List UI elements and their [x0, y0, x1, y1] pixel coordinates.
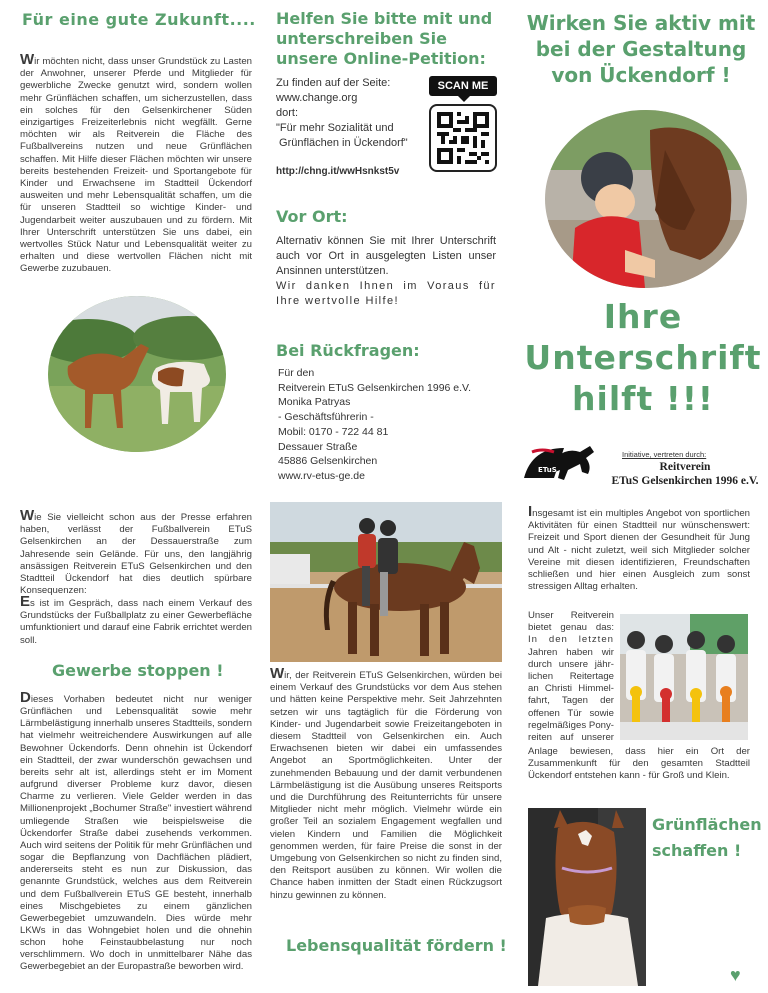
scan-me-badge: SCAN ME: [429, 76, 497, 96]
petition-line: "Für mehr Sozialität und: [276, 122, 394, 134]
dropcap: W: [20, 51, 35, 68]
paragraph-intro: [20, 51, 252, 276]
petition-line: Grünflächen in Ückendorf": [276, 137, 408, 149]
paragraph-presse-text: ie Sie vielleicht schon aus der Presse erfahren haben, verlässt der Fußballverein ETuS Gelsenkirchen an der Dessauerstraße zum Jahresende sein Gelände. Für uns, den langjährig ansässigen Reitverein ETuS Gelsenkirchen und den Stadtteil Ückendorf hat dies deutlich spürbare Konsequenzen:: [20, 512, 252, 597]
petition-info: [276, 76, 436, 151]
contact-line: Für den: [278, 367, 315, 379]
org-name-line1: Reitverein: [659, 461, 711, 473]
contact-line: Reitverein ETuS Gelsenkirchen 1996 e.V.: [278, 381, 471, 394]
big-claim-line: Unterschrift: [524, 338, 762, 377]
text-line: Unser Reitverein: [528, 610, 614, 621]
paragraph-angebot: [528, 503, 750, 593]
heading-gute-zukunft: Für eine gute Zukunft....: [22, 10, 256, 29]
heading-gruenflaechen: Grünflächen schaffen !: [652, 815, 762, 860]
text-line: regelmäßiges Pony-: [528, 719, 614, 731]
paragraph-vor-ort: Alternativ können Sie mit Ihrer Unterschrift auch vor Ort in ausgelegten Listen unser Ansinnen unterstützen.: [276, 235, 496, 277]
photo-kids-with-ribbons: [620, 614, 748, 740]
text-line: bietet genau das:: [528, 622, 614, 634]
text-line: an Christi Himmel-: [528, 683, 614, 695]
dropcap: W: [20, 507, 35, 524]
etus-logo: [520, 444, 606, 484]
heart-icon: ♥: [730, 965, 741, 985]
heading-lebensqualitaet: Lebensqualität fördern !: [286, 936, 507, 955]
petition-short-link[interactable]: http://chng.it/wwHsnkst5v: [276, 166, 400, 177]
dropcap: I: [528, 503, 533, 520]
petition-line: Zu finden auf der Seite:: [276, 77, 391, 89]
logo-text: ETuS: [538, 466, 557, 474]
text-line: lichen Reitertage: [528, 671, 614, 683]
photo-horses-meadow: [48, 296, 226, 452]
contact-block: [278, 366, 508, 484]
paragraph-intro-text: ir möchten nicht, dass unser Grundstück zu Lasten der Anwohner, unserer Pferde und Mitglieder für gewerbliche Zwecke genutzt wird, sondern wollen mehr Grünflächen schaffen, um sicherzustellen, dass ein solches für den Gelsenkirchener Süden einzigartiges Freizeiterlebnis nicht wegfällt. Gerne möchten wir als Reitverein die Fläche des Fußballvereins nutzen und neue Grünflächen schaffen. Mit Hilfe dieser Flächen möchten wir unsere bereits bestehenden Freizeit- und Sportangebote für Kinder und Erwachsene im Stadtteil Ückendorf ausweiten und mehr Lebensqualität schaffen, um die für unseren Stadtteil so wichtige Kinder- und Jugendarbeit weiter auszubauen und zu fördern. Mit Ihrer Unterschrift unterstützen Sie uns dabei, ein wertvolles Stück Natur und Lebensqualität weiter zu erhalten und diese wertvollen Flächen nicht mit Gewerbe zuzubauen.: [20, 56, 252, 275]
dropcap: D: [20, 689, 31, 706]
contact-line: Monika Patryas: [278, 396, 351, 409]
paragraph-anlage: Anlage bewiesen, dass hier ein Ort der Zusammenkunft für den gesamten Stadtteil Ückendorf entstehen kann - für Groß und Klein.: [528, 746, 750, 782]
photo-riders-on-horse: [270, 502, 502, 662]
contact-line: 45886 Gelsenkirchen: [278, 455, 378, 468]
photo-girl-with-horse: [545, 110, 747, 288]
text-line: offenen Tür sowie: [528, 707, 614, 719]
dropcap: E: [20, 593, 31, 610]
org-name-line2: ETuS Gelsenkirchen 1996 e.V.: [611, 475, 759, 487]
paragraph-reitverein: [270, 665, 502, 902]
heading-wirken-sie-mit: Wirken Sie aktiv mit bei der Gestaltung von Ückendorf !: [526, 11, 756, 87]
paragraph-reitertage-lines: [528, 610, 614, 744]
org-name: [608, 460, 762, 488]
contact-line: - Geschäftsführerin -: [278, 411, 374, 424]
heading-vor-ort: Vor Ort:: [276, 207, 348, 226]
paragraph-danke: Wir danken Ihnen im Voraus für Ihre wertvolle Hilfe!: [276, 280, 496, 307]
paragraph-vorhaben: [20, 689, 252, 974]
petition-line: dort:: [276, 107, 299, 119]
heading-petition: Helfen Sie bitte mit und unterschreiben Sie unsere Online-Petition:: [276, 9, 493, 68]
scan-me-arrow: [458, 96, 470, 102]
petition-line: www.change.org: [276, 92, 358, 104]
text-line: In den letzten: [528, 634, 614, 646]
paragraph-vorhaben-text: ieses Vorhaben bedeutet nicht nur weniger Grünflächen und Lebensqualität sowie mehr Lärmbelästigung innerhalb unseres Stadtteils, sondern hat vielmehr weitreichendere Auswirkungen auf alle Bewohner Ückendorfs. Denn ohnehin ist Ückendorf ein Stadtteil, der zwar wunderschön gewachsen und bereits sehr alt ist, allerdings steht er im Moment aufgrund diverser Probleme kurz davor, diesen Charme zu verlieren. Viele Gelder werden in das Millionenprojekt „Bochumer Straße" investiert während umliegende Straßen wie beispielsweise die Ückendorfer Straße dabei zusehends verkommen. Auch wird seitens der Politik für mehr Grünflächen und sogar die Bepflanzung von Dachflächen plädiert, andererseits steht es nun zur Diskussion, das genannte Grundstück, welches aus dem Reitverein und dem Fußballverein ETuS GE besteht, innerhalb eines Mischgebietes zu einem gänzlichen Gewerbegebiet umzuwandeln. Dies würde mehr LKWs in das Wohngebiet holen und die ohnehin schon hohe Feinstaubbelastung nur noch verschlimmern. Wo doch in unmittelbarer Nähe das Gewerbegebiet an der Europastraße beworben wird.: [20, 694, 252, 973]
heading-gewerbe-stoppen: Gewerbe stoppen !: [52, 661, 224, 680]
paragraph-angebot-text: nsgesamt ist ein multiples Angebot von sportlichen Aktivitäten für einen Stadtteil nur wünschenswert: Freizeit und Sport dienen der Gesundheit für Jung und Alt - nicht zuletzt, weil sich Mitglieder solcher Vereine mit diesen identifizieren, Freundschaften schließen und hier einen Ausgleich zum sonst stressigen Alltag erhalten.: [528, 508, 750, 593]
contact-website-link[interactable]: www.rv-etus-ge.de: [278, 469, 365, 482]
dropcap: W: [270, 665, 285, 682]
heading-rueckfragen: Bei Rückfragen:: [276, 341, 420, 360]
text-line: fahrt, Tagen der: [528, 695, 614, 707]
paragraph-reitverein-text: ir, der Reitverein ETuS Gelsenkirchen, würden bei einem Verkauf des Grundstücks vor dem Aus stehen und hätten keine Perspektive mehr. Seit Jahrzehnten setzen wir uns tagtäglich für die Förderung von Kinder- und Jugendarbeit sowie Freizeitangeboten in diesem Stadtteil von Gelsenkirchen ein. Auch Erwachsenen bieten wir dabei ein umfassendes Angebot an Sportmöglichkeiten. Unter der zunehmenden Bebauung und der damit verbundenen Lärmbelästigung ist die Ausübung unseres Reitsports und die Durchführung des Reitunterrichts für unsere Mitglieder nicht mehr möglich. Vielmehr würde ein großer Teil an sozialem Engagement wegfallen und vielen Kindern und Familien die Möglichkeit genommen werden, für faire Preise die sonst in der Umgebung von Gelsenkirchen so nicht zu finden sind, den Reitsport ausüben zu können. Wir wollen die Chance haben inmitten der Stadt einen Rückzugsort hinzu gewinnen zu können.: [270, 670, 502, 901]
photo-pony-portrait: [528, 808, 646, 986]
contact-phone[interactable]: Mobil: 0170 - 722 44 81: [278, 425, 389, 438]
paragraph-gespraech-text: s ist im Gespräch, dass nach einem Verkauf des Grundstücks der Fußballplatz zu einer Gewerbefläche umfunktioniert und darauf eine Fabrik errichtet werden soll.: [20, 598, 252, 646]
big-claim-line: Ihre: [603, 297, 683, 336]
big-claim: [520, 296, 766, 419]
qr-code-icon[interactable]: [429, 104, 497, 172]
paragraph-presse: [20, 507, 252, 597]
big-claim-line: hilft !!!: [572, 379, 714, 418]
text-line: reiten auf unserer: [528, 732, 614, 744]
text-line: durch unsere jähr-: [528, 658, 614, 670]
paragraph-gespraech: [20, 593, 252, 647]
text-line: Jahren haben wir: [528, 646, 614, 658]
contact-line: Dessauer Straße: [278, 440, 358, 453]
initiative-label: Initiative, vertreten durch:: [622, 450, 707, 459]
